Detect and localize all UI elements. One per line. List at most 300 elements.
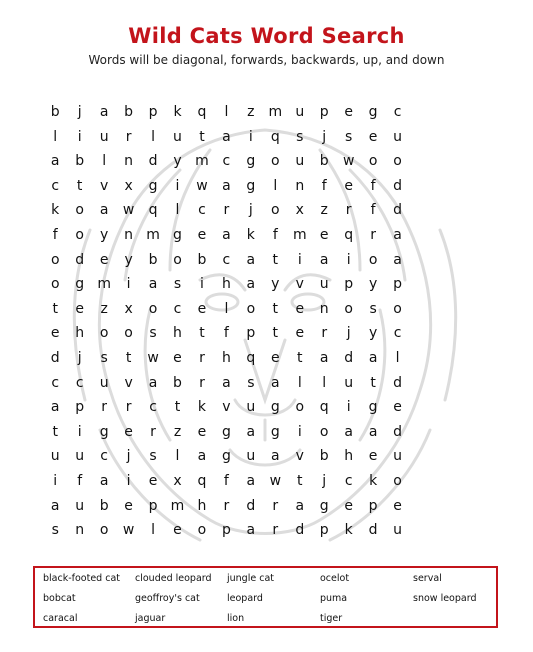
grid-letter[interactable]: o bbox=[393, 472, 402, 489]
grid-letter[interactable]: v bbox=[222, 399, 231, 416]
grid-letter[interactable]: k bbox=[51, 202, 60, 219]
grid-letter[interactable]: q bbox=[270, 128, 280, 145]
grid-letter[interactable]: a bbox=[50, 153, 60, 170]
grid-letter[interactable]: e bbox=[393, 399, 402, 416]
grid-letter[interactable]: s bbox=[51, 522, 59, 539]
grid-letter[interactable]: q bbox=[197, 472, 207, 489]
grid-row bbox=[43, 248, 410, 273]
grid-letter[interactable]: d bbox=[393, 177, 403, 194]
grid-letter[interactable]: b bbox=[319, 448, 329, 465]
grid-letter[interactable]: w bbox=[342, 153, 355, 170]
grid-letter[interactable]: u bbox=[99, 374, 109, 391]
grid-letter[interactable]: r bbox=[345, 202, 352, 219]
grid-letter[interactable]: s bbox=[296, 128, 304, 145]
grid-letter[interactable]: u bbox=[393, 522, 402, 539]
grid-letter[interactable]: n bbox=[124, 226, 134, 243]
grid-letter[interactable]: r bbox=[321, 325, 328, 342]
grid-letter[interactable]: a bbox=[319, 251, 329, 268]
grid-row bbox=[43, 223, 410, 248]
grid-letter[interactable]: h bbox=[221, 349, 231, 366]
grid-letter[interactable]: p bbox=[148, 104, 158, 120]
word-list-item: black-footed cat bbox=[43, 573, 121, 584]
grid-row bbox=[43, 174, 410, 199]
grid-row bbox=[43, 198, 410, 223]
grid-letter[interactable]: t bbox=[297, 472, 303, 489]
grid-letter[interactable]: a bbox=[222, 128, 231, 145]
grid-letter[interactable]: t bbox=[272, 300, 279, 317]
instructions-subtitle: Words will be diagonal, forwards, backwards, up, and down bbox=[88, 53, 445, 67]
grid-letter[interactable]: b bbox=[173, 374, 182, 391]
grid-letter[interactable]: o bbox=[271, 153, 280, 170]
grid-letter[interactable]: l bbox=[273, 177, 278, 194]
grid-letter[interactable]: a bbox=[99, 472, 109, 489]
grid-letter[interactable]: z bbox=[247, 104, 255, 120]
grid-letter[interactable]: c bbox=[173, 300, 182, 317]
grid-letter[interactable]: l bbox=[224, 300, 229, 317]
grid-letter[interactable]: j bbox=[322, 128, 327, 145]
grid-letter[interactable]: v bbox=[124, 374, 133, 391]
grid-letter[interactable]: f bbox=[52, 226, 58, 243]
grid-letter[interactable]: t bbox=[370, 374, 376, 391]
grid-letter[interactable]: o bbox=[319, 423, 329, 440]
grid-letter[interactable]: n bbox=[124, 153, 134, 170]
grid-letter[interactable]: h bbox=[75, 325, 85, 342]
grid-letter[interactable]: e bbox=[344, 104, 353, 120]
grid-letter[interactable]: g bbox=[246, 177, 256, 194]
grid-row bbox=[43, 420, 410, 445]
grid-letter[interactable]: c bbox=[393, 104, 402, 120]
grid-letter[interactable]: a bbox=[271, 448, 280, 465]
grid-letter[interactable]: a bbox=[246, 251, 256, 268]
grid-letter[interactable]: c bbox=[222, 153, 231, 170]
grid-letter[interactable]: h bbox=[344, 448, 354, 465]
grid-letter[interactable]: e bbox=[368, 128, 378, 145]
grid-letter[interactable]: q bbox=[246, 349, 256, 366]
grid-letter[interactable]: w bbox=[147, 349, 159, 366]
word-list-box bbox=[33, 566, 498, 628]
grid-letter[interactable]: a bbox=[222, 177, 231, 194]
grid-letter[interactable]: m bbox=[146, 226, 160, 243]
grid-letter[interactable]: g bbox=[75, 276, 85, 293]
grid-letter[interactable]: t bbox=[76, 177, 83, 194]
grid-row bbox=[43, 346, 410, 371]
grid-letter[interactable]: p bbox=[393, 276, 403, 293]
grid-letter[interactable]: e bbox=[124, 423, 133, 440]
grid-letter[interactable]: i bbox=[175, 177, 180, 194]
grid-letter[interactable]: b bbox=[148, 251, 158, 268]
grid-letter[interactable]: a bbox=[197, 448, 207, 465]
grid-letter[interactable]: g bbox=[319, 497, 329, 514]
grid-letter[interactable]: k bbox=[344, 522, 353, 539]
grid-letter[interactable]: l bbox=[175, 448, 180, 465]
grid-letter[interactable]: o bbox=[246, 300, 256, 317]
grid-letter[interactable]: e bbox=[197, 423, 207, 440]
grid-letter[interactable]: u bbox=[246, 448, 256, 465]
grid-letter[interactable]: r bbox=[370, 226, 376, 243]
grid-letter[interactable]: z bbox=[173, 423, 182, 440]
grid-letter[interactable]: k bbox=[173, 104, 182, 120]
grid-letter[interactable]: d bbox=[344, 349, 354, 366]
grid-letter[interactable]: l bbox=[151, 522, 155, 539]
grid-letter[interactable]: p bbox=[75, 399, 85, 416]
grid-letter[interactable]: u bbox=[246, 399, 256, 416]
grid-letter[interactable]: z bbox=[100, 300, 108, 317]
grid-letter[interactable]: l bbox=[224, 104, 229, 120]
word-list-item: lion bbox=[227, 613, 245, 624]
grid-letter[interactable]: s bbox=[369, 300, 377, 317]
grid-letter[interactable]: o bbox=[344, 300, 353, 317]
grid-letter[interactable]: j bbox=[126, 448, 131, 465]
grid-letter[interactable]: e bbox=[148, 472, 158, 489]
grid-letter[interactable]: i bbox=[77, 423, 82, 440]
grid-letter[interactable]: a bbox=[50, 399, 60, 416]
grid-letter[interactable]: e bbox=[50, 325, 60, 342]
grid-letter[interactable]: d bbox=[75, 251, 85, 268]
grid-row bbox=[43, 321, 410, 346]
grid-letter[interactable]: a bbox=[246, 522, 256, 539]
grid-letter[interactable]: f bbox=[223, 472, 229, 489]
grid-letter[interactable]: o bbox=[295, 399, 305, 416]
grid-letter[interactable]: e bbox=[344, 497, 353, 514]
grid-letter[interactable]: n bbox=[295, 177, 305, 194]
grid-letter[interactable]: i bbox=[200, 276, 204, 293]
grid-letter[interactable]: d bbox=[148, 153, 158, 170]
grid-letter[interactable]: a bbox=[368, 423, 378, 440]
grid-letter[interactable]: e bbox=[270, 349, 280, 366]
grid-row bbox=[43, 469, 410, 494]
grid-letter[interactable]: p bbox=[148, 497, 158, 514]
grid-letter[interactable]: t bbox=[199, 128, 205, 145]
grid-letter[interactable]: u bbox=[319, 276, 329, 293]
grid-letter[interactable]: a bbox=[271, 374, 280, 391]
grid-letter[interactable]: b bbox=[319, 153, 329, 170]
grid-letter[interactable]: k bbox=[197, 399, 206, 416]
grid-letter[interactable]: a bbox=[393, 251, 402, 268]
grid-letter[interactable]: e bbox=[368, 448, 378, 465]
grid-letter[interactable]: r bbox=[223, 497, 230, 514]
grid-letter[interactable]: l bbox=[395, 349, 400, 366]
grid-letter[interactable]: g bbox=[221, 423, 231, 440]
grid-letter[interactable]: g bbox=[246, 153, 256, 170]
page-title: Wild Cats Word Search bbox=[128, 24, 405, 48]
grid-letter[interactable]: e bbox=[197, 226, 207, 243]
grid-letter[interactable]: t bbox=[52, 300, 58, 317]
grid-letter[interactable]: r bbox=[223, 202, 230, 219]
grid-letter[interactable]: o bbox=[75, 226, 84, 243]
grid-letter[interactable]: i bbox=[126, 276, 131, 293]
grid-letter[interactable]: f bbox=[77, 472, 83, 489]
grid-letter[interactable]: o bbox=[368, 153, 378, 170]
grid-letter[interactable]: o bbox=[148, 300, 158, 317]
grid-letter[interactable]: m bbox=[268, 104, 283, 120]
grid-letter[interactable]: u bbox=[75, 448, 85, 465]
grid-letter[interactable]: i bbox=[297, 251, 302, 268]
grid-letter[interactable]: x bbox=[124, 300, 133, 317]
grid-letter[interactable]: o bbox=[271, 202, 280, 219]
grid-letter[interactable]: r bbox=[199, 374, 205, 391]
grid-letter[interactable]: c bbox=[100, 448, 108, 465]
grid-letter[interactable]: a bbox=[246, 472, 256, 489]
grid-letter[interactable]: j bbox=[77, 349, 82, 366]
grid-letter[interactable]: z bbox=[320, 202, 328, 219]
grid-letter[interactable]: e bbox=[197, 300, 207, 317]
word-list-item: ocelot bbox=[320, 573, 350, 584]
grid-letter[interactable]: x bbox=[295, 202, 304, 219]
grid-letter[interactable]: o bbox=[368, 251, 378, 268]
grid-letter[interactable]: e bbox=[124, 497, 133, 514]
grid-letter[interactable]: y bbox=[124, 251, 133, 268]
grid-letter[interactable]: r bbox=[125, 399, 132, 416]
grid-letter[interactable]: q bbox=[197, 104, 207, 120]
grid-letter[interactable]: i bbox=[53, 472, 58, 489]
grid-letter[interactable]: a bbox=[295, 497, 305, 514]
grid-letter[interactable]: p bbox=[319, 104, 329, 120]
grid-row bbox=[43, 125, 410, 150]
grid-letter[interactable]: p bbox=[319, 522, 329, 539]
grid-letter[interactable]: s bbox=[100, 349, 108, 366]
grid-letter[interactable]: r bbox=[101, 399, 108, 416]
grid-letter[interactable]: a bbox=[222, 226, 231, 243]
grid-letter[interactable]: s bbox=[345, 128, 353, 145]
grid-letter[interactable]: r bbox=[125, 128, 132, 145]
grid-letter[interactable]: t bbox=[199, 325, 205, 342]
grid-letter[interactable]: q bbox=[148, 202, 158, 219]
grid-letter[interactable]: a bbox=[99, 202, 109, 219]
grid-letter[interactable]: g bbox=[148, 177, 158, 194]
grid-letter[interactable]: c bbox=[344, 472, 353, 489]
grid-letter[interactable]: a bbox=[148, 374, 158, 391]
grid-letter[interactable]: g bbox=[99, 423, 109, 440]
grid-letter[interactable]: o bbox=[50, 276, 60, 293]
grid-letter[interactable]: n bbox=[75, 522, 85, 539]
grid-letter[interactable]: t bbox=[297, 349, 303, 366]
grid-letter[interactable]: a bbox=[246, 276, 256, 293]
grid-letter[interactable]: l bbox=[175, 202, 180, 219]
grid-letter[interactable]: y bbox=[99, 226, 109, 243]
grid-letter[interactable]: i bbox=[346, 399, 351, 416]
word-list-item: snow leopard bbox=[413, 593, 477, 604]
grid-letter[interactable]: e bbox=[75, 300, 84, 317]
grid-letter[interactable]: s bbox=[247, 374, 255, 391]
grid-letter[interactable]: l bbox=[297, 374, 302, 391]
grid-letter[interactable]: d bbox=[246, 497, 256, 514]
grid-letter[interactable]: m bbox=[195, 153, 209, 170]
grid-letter[interactable]: y bbox=[173, 153, 182, 170]
grid-letter[interactable]: t bbox=[272, 251, 279, 268]
grid-letter[interactable]: g bbox=[270, 423, 280, 440]
grid-letter[interactable]: v bbox=[99, 177, 109, 194]
grid-letter[interactable]: t bbox=[272, 325, 279, 342]
grid-letter[interactable]: t bbox=[52, 423, 58, 440]
grid-letter[interactable]: b bbox=[124, 104, 134, 120]
grid-letter[interactable]: s bbox=[149, 325, 157, 342]
grid-letter[interactable]: r bbox=[272, 522, 279, 539]
grid-letter[interactable]: i bbox=[248, 128, 253, 145]
word-list-item: serval bbox=[413, 573, 442, 584]
grid-letter[interactable]: c bbox=[149, 399, 157, 416]
grid-letter[interactable]: a bbox=[50, 497, 60, 514]
grid-letter[interactable]: r bbox=[272, 497, 279, 514]
grid-letter[interactable]: n bbox=[319, 300, 329, 317]
grid-letter[interactable]: o bbox=[197, 522, 207, 539]
grid-letter[interactable]: d bbox=[50, 349, 60, 366]
grid-letter[interactable]: u bbox=[344, 374, 354, 391]
grid-letter[interactable]: q bbox=[319, 399, 329, 416]
grid-row bbox=[43, 149, 410, 174]
grid-letter[interactable]: u bbox=[393, 448, 402, 465]
grid-letter[interactable]: a bbox=[368, 349, 378, 366]
grid-letter[interactable]: i bbox=[77, 128, 82, 145]
grid-letter[interactable]: x bbox=[173, 472, 182, 489]
grid-letter[interactable]: p bbox=[221, 522, 231, 539]
grid-letter[interactable]: a bbox=[148, 276, 158, 293]
grid-letter[interactable]: m bbox=[97, 276, 111, 293]
grid-letter[interactable]: w bbox=[269, 472, 282, 489]
grid-letter[interactable]: h bbox=[197, 497, 207, 514]
word-list-item: caracal bbox=[43, 613, 78, 624]
grid-letter[interactable]: g bbox=[270, 399, 280, 416]
grid-letter[interactable]: j bbox=[77, 104, 82, 120]
grid-letter[interactable]: o bbox=[393, 153, 402, 170]
word-list-item: jungle cat bbox=[227, 573, 274, 584]
grid-letter[interactable]: e bbox=[173, 349, 182, 366]
grid-letter[interactable]: g bbox=[368, 104, 378, 120]
grid-letter[interactable]: p bbox=[344, 276, 354, 293]
grid-letter[interactable]: g bbox=[173, 226, 182, 243]
grid-letter[interactable]: b bbox=[75, 153, 85, 170]
word-list-item: geoffroy's cat bbox=[135, 593, 200, 604]
grid-letter[interactable]: e bbox=[393, 497, 402, 514]
grid-letter[interactable]: c bbox=[198, 202, 206, 219]
grid-letter[interactable]: y bbox=[271, 276, 280, 293]
grid-letter[interactable]: m bbox=[292, 226, 307, 243]
grid-letter[interactable]: y bbox=[368, 276, 378, 293]
grid-letter[interactable]: o bbox=[75, 202, 84, 219]
grid-letter[interactable]: r bbox=[199, 349, 205, 366]
grid-letter[interactable]: e bbox=[99, 251, 109, 268]
grid-letter[interactable]: w bbox=[122, 202, 135, 219]
grid-letter[interactable]: i bbox=[126, 472, 131, 489]
word-list-item: jaguar bbox=[135, 613, 166, 624]
grid-letter[interactable]: y bbox=[368, 325, 378, 342]
grid-letter[interactable]: s bbox=[173, 276, 182, 293]
grid-letter[interactable]: a bbox=[344, 423, 353, 440]
grid-row bbox=[43, 371, 410, 396]
grid-letter[interactable]: w bbox=[122, 522, 135, 539]
grid-row bbox=[43, 100, 410, 125]
grid-row bbox=[43, 494, 410, 519]
letter-grid bbox=[43, 100, 410, 543]
grid-letter[interactable]: p bbox=[246, 325, 256, 342]
grid-letter[interactable]: v bbox=[295, 448, 304, 465]
grid-letter[interactable]: u bbox=[295, 153, 305, 170]
grid-letter[interactable]: j bbox=[248, 202, 253, 219]
grid-letter[interactable]: d bbox=[393, 423, 403, 440]
grid-letter[interactable]: k bbox=[369, 472, 378, 489]
grid-letter[interactable]: c bbox=[222, 251, 231, 268]
grid-letter[interactable]: u bbox=[50, 448, 60, 465]
word-list-item: leopard bbox=[227, 593, 263, 604]
grid-letter[interactable]: a bbox=[319, 349, 329, 366]
grid-letter[interactable]: a bbox=[246, 423, 256, 440]
grid-letter[interactable]: o bbox=[50, 251, 60, 268]
grid-letter[interactable]: c bbox=[393, 325, 402, 342]
grid-letter[interactable]: f bbox=[370, 177, 376, 194]
grid-letter[interactable]: o bbox=[124, 325, 133, 342]
grid-letter[interactable]: k bbox=[246, 226, 255, 243]
grid-letter[interactable]: m bbox=[170, 497, 185, 514]
grid-row bbox=[43, 518, 410, 543]
grid-letter[interactable]: u bbox=[99, 128, 109, 145]
grid-letter[interactable]: v bbox=[295, 276, 304, 293]
grid-letter[interactable]: o bbox=[99, 325, 109, 342]
grid-letter[interactable]: g bbox=[368, 399, 378, 416]
grid-letter[interactable]: f bbox=[223, 325, 229, 342]
grid-letter[interactable]: t bbox=[125, 349, 132, 366]
grid-letter[interactable]: r bbox=[150, 423, 156, 440]
grid-letter[interactable]: a bbox=[393, 226, 402, 243]
grid-letter[interactable]: a bbox=[222, 374, 231, 391]
grid-letter[interactable]: o bbox=[173, 251, 182, 268]
grid-letter[interactable]: e bbox=[344, 177, 353, 194]
word-list-item: tiger bbox=[320, 613, 343, 624]
grid-letter[interactable]: f bbox=[321, 177, 327, 194]
grid-letter[interactable]: t bbox=[174, 399, 181, 416]
grid-letter[interactable]: c bbox=[51, 177, 60, 194]
grid-letter[interactable]: i bbox=[297, 423, 302, 440]
grid-letter[interactable]: e bbox=[295, 300, 305, 317]
grid-letter[interactable]: j bbox=[322, 472, 327, 489]
grid-letter[interactable]: x bbox=[124, 177, 133, 194]
grid-letter[interactable]: c bbox=[51, 374, 60, 391]
grid-letter[interactable]: o bbox=[99, 522, 109, 539]
grid-letter[interactable]: l bbox=[322, 374, 327, 391]
grid-letter[interactable]: d bbox=[393, 202, 403, 219]
grid-row bbox=[43, 297, 410, 322]
grid-letter[interactable]: e bbox=[319, 226, 329, 243]
grid-letter[interactable]: b bbox=[197, 251, 207, 268]
grid-letter[interactable]: b bbox=[99, 497, 109, 514]
grid-letter[interactable]: u bbox=[295, 104, 305, 120]
grid-letter[interactable]: l bbox=[151, 128, 155, 145]
grid-letter[interactable]: u bbox=[75, 497, 85, 514]
grid-letter[interactable]: w bbox=[196, 177, 208, 194]
grid-letter[interactable]: d bbox=[393, 374, 403, 391]
grid-letter[interactable]: h bbox=[221, 276, 231, 293]
grid-letter[interactable]: l bbox=[53, 128, 58, 145]
grid-letter[interactable]: i bbox=[346, 251, 351, 268]
grid-letter[interactable]: u bbox=[393, 128, 402, 145]
grid-letter[interactable]: d bbox=[295, 522, 305, 539]
grid-letter[interactable]: d bbox=[368, 522, 378, 539]
grid-letter[interactable]: p bbox=[368, 497, 378, 514]
grid-letter[interactable]: q bbox=[344, 226, 354, 243]
grid-letter[interactable]: a bbox=[99, 104, 109, 120]
grid-letter[interactable]: b bbox=[50, 104, 60, 120]
grid-letter[interactable]: f bbox=[272, 226, 278, 243]
grid-letter[interactable]: e bbox=[173, 522, 182, 539]
grid-letter[interactable]: f bbox=[370, 202, 376, 219]
grid-letter[interactable]: o bbox=[393, 300, 402, 317]
grid-letter[interactable]: j bbox=[346, 325, 351, 342]
grid-letter[interactable]: l bbox=[102, 153, 107, 170]
grid-letter[interactable]: h bbox=[173, 325, 182, 342]
grid-letter[interactable]: c bbox=[75, 374, 84, 391]
grid-letter[interactable]: e bbox=[295, 325, 305, 342]
grid-letter[interactable]: g bbox=[221, 448, 231, 465]
grid-letter[interactable]: s bbox=[149, 448, 157, 465]
grid-letter[interactable]: u bbox=[173, 128, 182, 145]
